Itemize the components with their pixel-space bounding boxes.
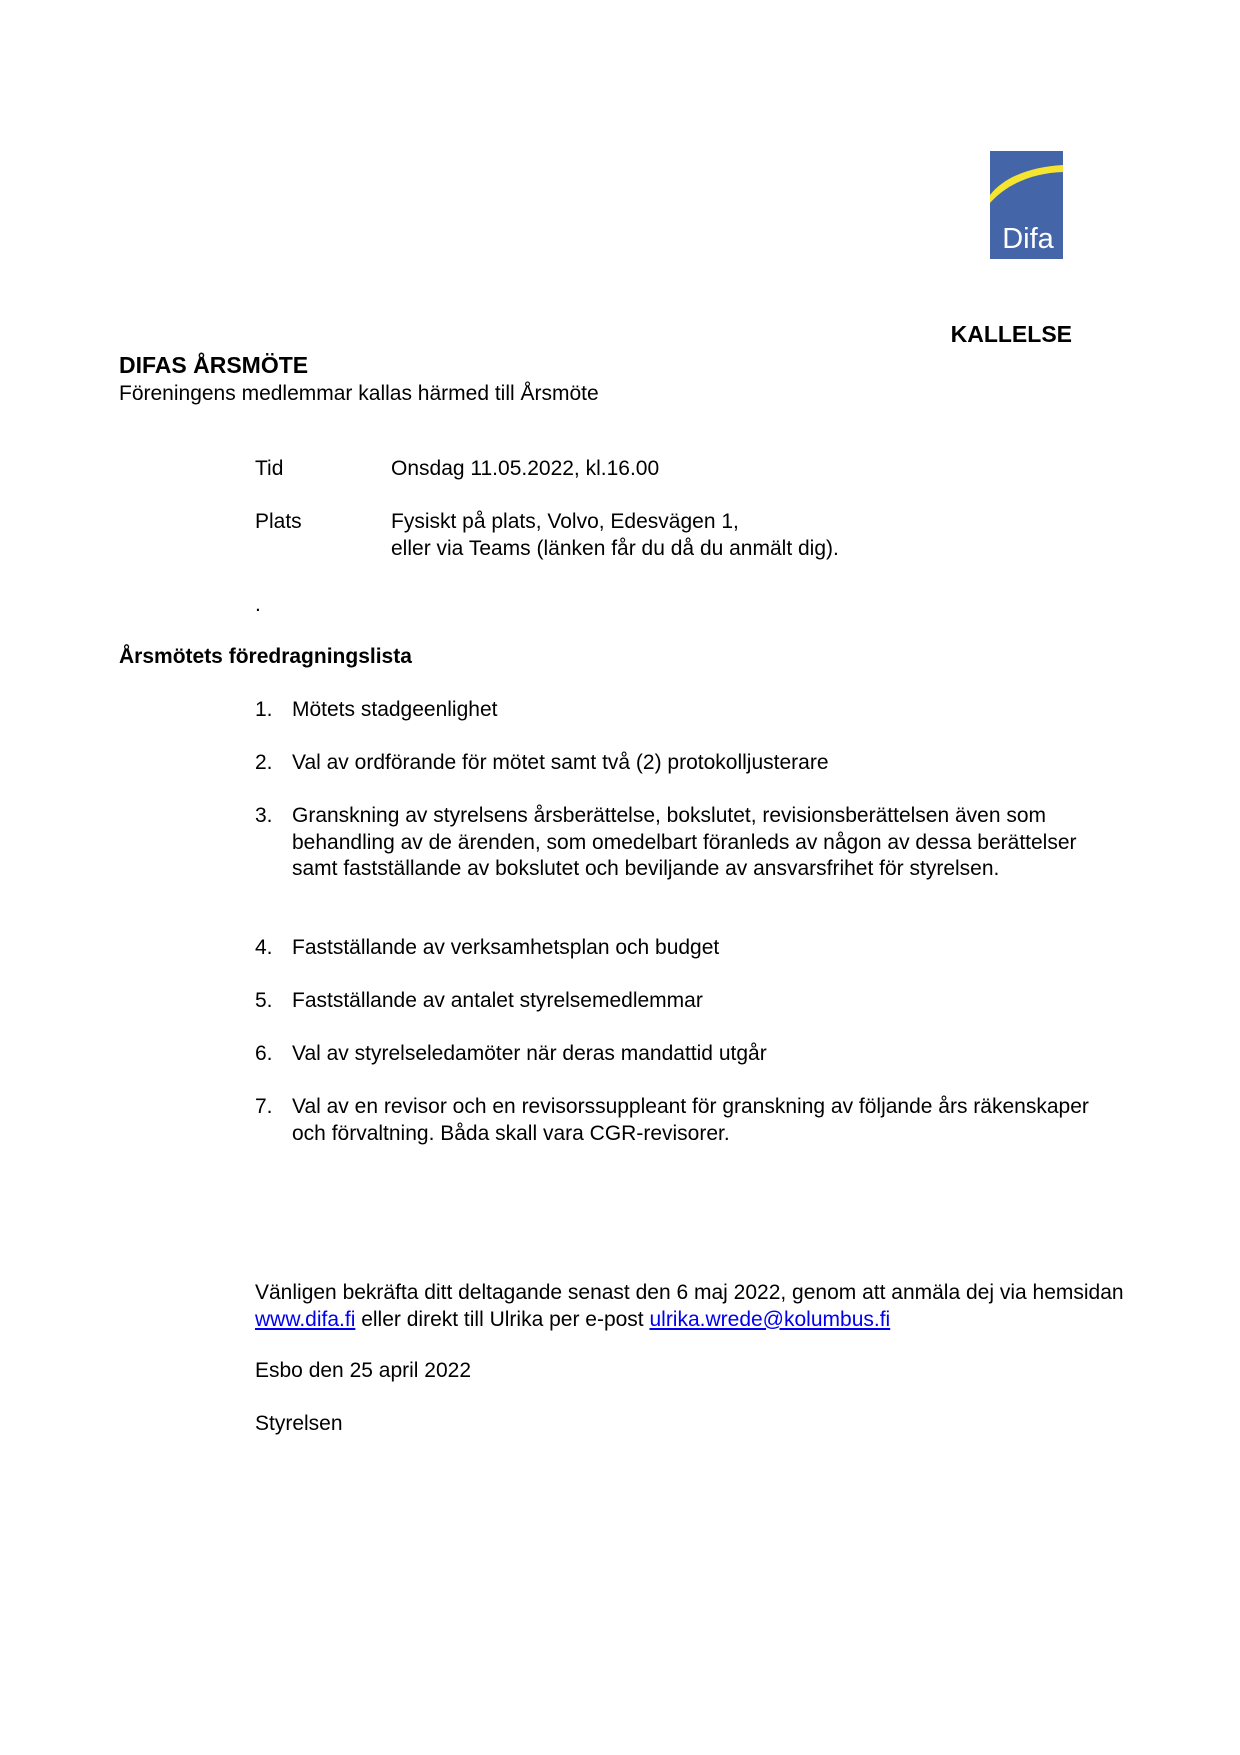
logo-text: Difa bbox=[1002, 223, 1054, 255]
agenda-item bbox=[255, 1094, 1125, 1147]
difa-logo bbox=[990, 151, 1063, 259]
agenda-item-text: Granskning av styrelsens årsberättelse, bokslutet, revisionsberättelsen även som behandling av de ärenden, som omedelbart föranleds av någon av dessa berättelser samt fastställande av bokslutet och beviljande av ansvarsfrihet för styrelsen. bbox=[292, 804, 1077, 880]
confirmation-paragraph bbox=[255, 1280, 1125, 1333]
agenda-item-text: Fastställande av antalet styrelsemedlemmar bbox=[292, 989, 703, 1012]
agenda-item-number: 3. bbox=[255, 804, 273, 827]
agenda-item-text: Mötets stadgeenlighet bbox=[292, 698, 498, 721]
agenda-item-number: 4. bbox=[255, 936, 273, 959]
place-value-line-1: Fysiskt på plats, Volvo, Edesvägen 1, bbox=[391, 510, 739, 533]
place-value-line-2: eller via Teams (länken får du då du anmält dig). bbox=[391, 537, 839, 560]
agenda-item-number: 2. bbox=[255, 751, 273, 774]
agenda-item bbox=[255, 803, 1125, 883]
agenda-item bbox=[255, 935, 1125, 962]
agenda-item-text: Val av ordförande för mötet samt två (2) protokolljusterare bbox=[292, 751, 829, 774]
place-date: Esbo den 25 april 2022 bbox=[255, 1359, 471, 1382]
website-link[interactable]: www.difa.fi bbox=[255, 1307, 356, 1331]
agenda-item bbox=[255, 1041, 1125, 1068]
place-label: Plats bbox=[255, 510, 302, 533]
agenda-item-number: 5. bbox=[255, 989, 273, 1012]
document-type-heading: KALLELSE bbox=[950, 321, 1072, 347]
email-link[interactable]: ulrika.wrede@kolumbus.fi bbox=[649, 1307, 891, 1331]
agenda-item-number: 1. bbox=[255, 698, 273, 721]
agenda-item-text: Val av en revisor och en revisorssuppleant för granskning av följande års räkenskaper och förvaltning. Båda skall vara CGR-revisorer. bbox=[292, 1095, 1089, 1145]
agenda-item-text: Fastställande av verksamhetsplan och budget bbox=[292, 936, 720, 959]
time-value: Onsdag 11.05.2022, kl.16.00 bbox=[391, 457, 660, 480]
agenda-item-number: 6. bbox=[255, 1042, 273, 1065]
confirmation-text-2: eller direkt till Ulrika per e-post bbox=[355, 1307, 650, 1331]
agenda-item-number: 7. bbox=[255, 1095, 273, 1118]
separator-dot: . bbox=[255, 593, 261, 616]
agenda-item bbox=[255, 697, 1125, 724]
document-title: DIFAS ÅRSMÖTE bbox=[119, 352, 309, 378]
intro-text: Föreningens medlemmar kallas härmed till Årsmöte bbox=[119, 382, 599, 405]
agenda-item bbox=[255, 988, 1125, 1015]
agenda-heading: Årsmötets föredragningslista bbox=[119, 645, 412, 668]
agenda-item-text: Val av styrelseledamöter när deras mandattid utgår bbox=[292, 1042, 767, 1065]
agenda-item bbox=[255, 750, 1125, 777]
confirmation-text-1: Vänligen bekräfta ditt deltagande senast den 6 maj 2022, genom att anmäla dej via hemsidan bbox=[255, 1281, 1124, 1304]
time-label: Tid bbox=[255, 457, 284, 480]
signature: Styrelsen bbox=[255, 1412, 343, 1435]
